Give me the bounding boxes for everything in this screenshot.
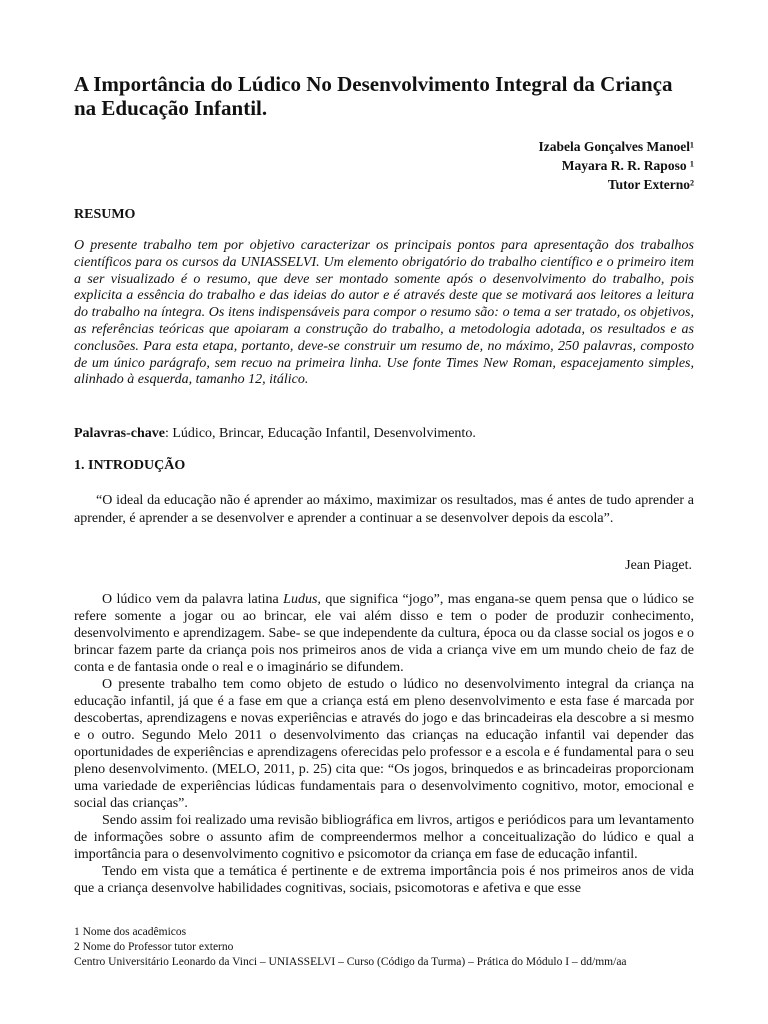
keywords-line [74,426,694,442]
footnote-1: 1 Nome dos acadêmicos [74,926,187,938]
paragraph-1 [74,591,694,676]
introduction-body [74,591,694,897]
abstract-text: O presente trabalho tem por objetivo caracterizar os principais pontos para apresentação dos trabalhos científicos para os cursos da UNIASSELVI. Um elemento obrigatório do trabalho científico e o primeiro item a ser visualizado é o resumo, que deve ser montado somente após o desenvolvimento do trabalho, pois explicita a essência do trabalho e das ideias do autor e é através deste que se motivará aos leitores a leitura do trabalho na íntegra. Os itens indispensáveis para compor o resumo são: o tema a ser tratado, os objetivos, as referências teóricas que apoiaram a construção do trabalho, a metodologia adotada, os resultados e as conclusões. Para esta etapa, portanto, deve-se construir um resumo de, no máximo, 250 palavras, composto de um único parágrafo, sem recuo na primeira linha. Use fonte Times New Roman, espacejamento simples, alinhado à esquerda, tamanho 12, itálico. [74,238,694,388]
keywords-list: : Lúdico, Brincar, Educação Infantil, Desenvolvimento. [164,426,476,441]
footnotes [74,925,694,970]
paragraph-1-start: O lúdico vem da palavra latina [102,592,284,607]
author-tutor: Tutor Externo² [607,177,694,192]
keywords-label: Palavras-chave [74,426,165,441]
author-1: Izabela Gonçalves Manoel¹ [538,139,694,154]
paragraph-3: Sendo assim foi realizado uma revisão bibliográfica em livros, artigos e periódicos para um levantamento de informações sobre o assunto afim de compreendermos melhor a conceitualização do lúdico e qual a importância para o desenvolvimento cognitivo e psicomotor da criança em fase de educação infantil. [74,813,694,862]
authors-block [538,137,694,194]
latin-term: Ludus, [283,592,321,607]
resumo-heading: RESUMO [74,207,136,222]
footnote-2: 2 Nome do Professor tutor externo [74,941,234,953]
author-2: Mayara R. R. Raposo ¹ [561,158,694,173]
footer-institution: Centro Universitário Leonardo da Vinci – UNIASSELVI – Curso (Código da Turma) – Prática do Módulo I – dd/mm/aa [74,956,627,968]
paragraph-4: Tendo em vista que a temática é pertinente e de extrema importância pois é nos primeiros anos de vida que a criança desenvolve habilidades cognitivas, sociais, psicomotoras e afetiva e que esse [74,864,694,896]
paragraph-2: O presente trabalho tem como objeto de estudo o lúdico no desenvolvimento integral da criança na educação infantil, já que é a fase em que a criança está em pleno desenvolvimento e esta fase é marcada por descobertas, aprendizagens e novas experiências e através do jogo e das brincadeiras ela descobre a si mesmo e o outro. Segundo Melo 2011 o desenvolvimento das crianças na educação infantil vai depender das oportunidades de experiências e aprendizagens oferecidas pelo professor e a escola e é fundamental para o seu pleno desenvolvimento. (MELO, 2011, p. 25) cita que: “Os jogos, brinquedos e as brincadeiras proporcionam uma variedade de experiências lúdicas fundamentais para o desenvolvimento cognitivo, motor, emocional e social das crianças”. [74,677,694,811]
epigraph-author: Jean Piaget. [625,558,692,573]
introduction-heading: 1. INTRODUÇÃO [74,458,186,473]
paragraph-1-rest: que significa “jogo”, mas engana-se quem pensa que o lúdico se refere somente a jogar ou ao brincar, ele vai além disso e tem o poder de produzir conhecimento, desenvolvimento e aprendizagem. Sabe- se que independente da cultura, época ou da classe social os jogos e o brincar fazem parte da criança pois nos primeiros anos de vida a criança vive em um mundo cheio de faz de conta e de fantasia onde o real e o imaginário se difundem. [74,592,694,675]
document-title: A Importância do Lúdico No Desenvolvimento Integral da Criança na Educação Infantil. [74,72,673,120]
epigraph-quote: “O ideal da educação não é aprender ao máximo, maximizar os resultados, mas é antes de tudo aprender a aprender, é aprender a se desenvolver e aprender a continuar a se desenvolver depois da escola”. [74,493,694,526]
